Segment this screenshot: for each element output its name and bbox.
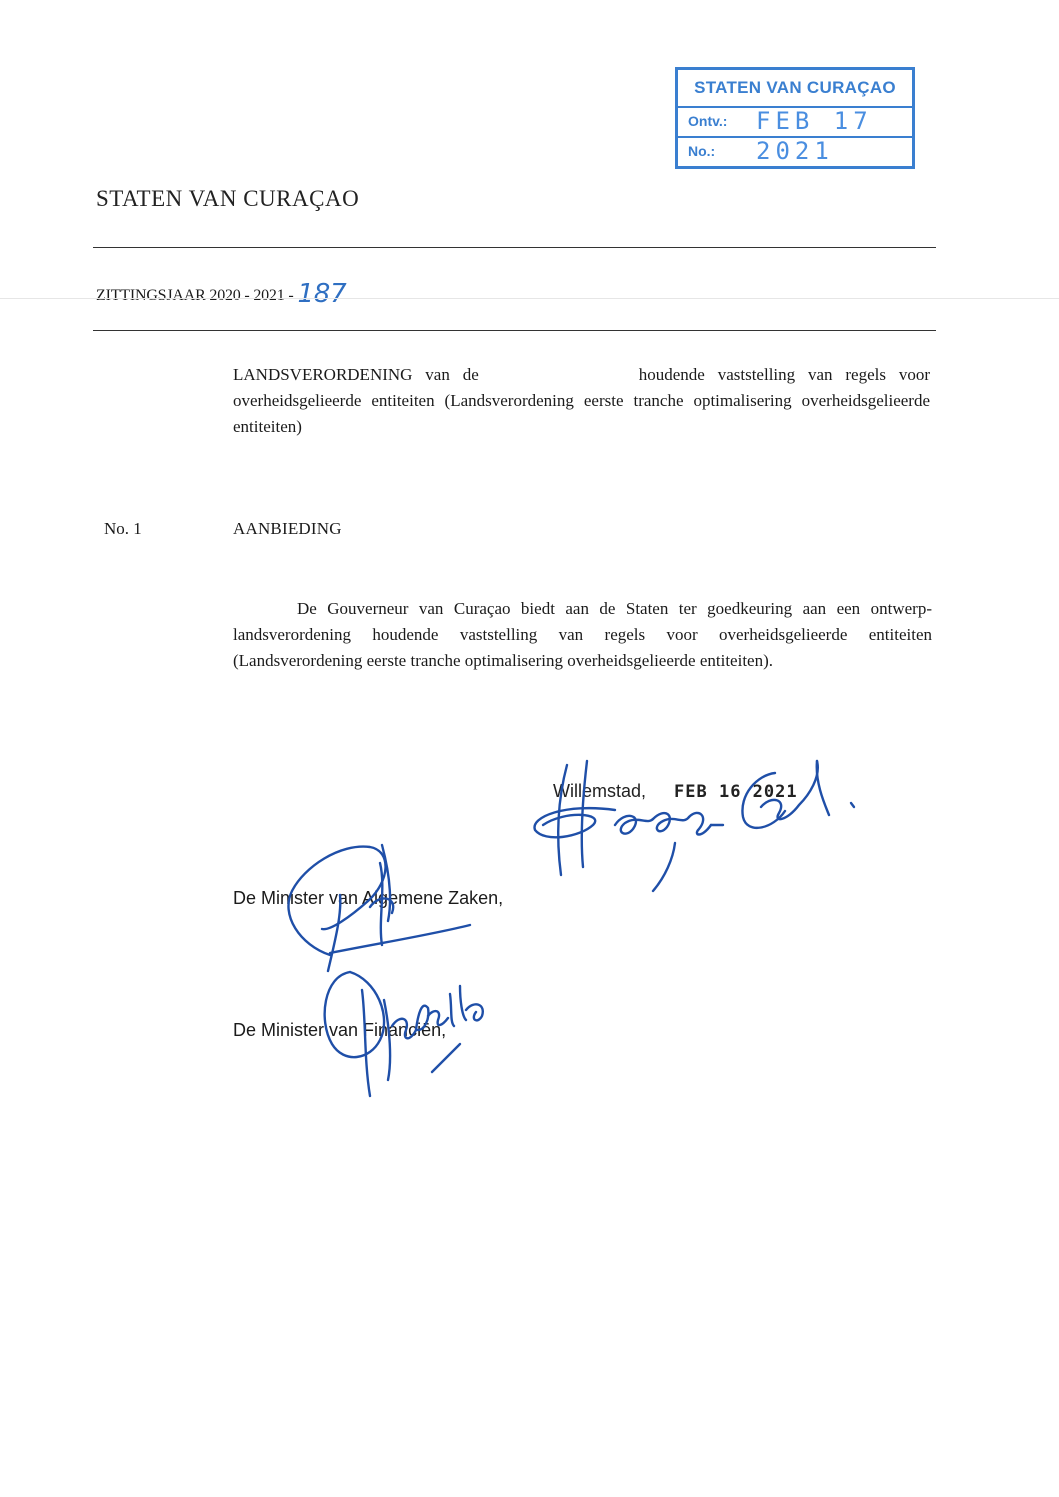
top-rule: [93, 247, 936, 248]
stamp-number-label: No.:: [688, 143, 716, 159]
received-stamp: [675, 67, 915, 169]
stamp-number-row: [678, 136, 912, 166]
minister-general-affairs: De Minister van Algemene Zaken,: [233, 888, 504, 908]
second-rule: [93, 330, 936, 331]
place-date-line: [553, 781, 798, 802]
session-year: ZITTINGSJAAR 2020 - 2021 -: [96, 287, 294, 304]
governor-signature: [525, 755, 865, 895]
document-title: STATEN VAN CURAÇAO: [96, 186, 360, 211]
minister-finance: De Minister van Financiën,: [233, 1020, 447, 1040]
subject-start: LANDSVERORDENING van de: [233, 365, 479, 384]
body-paragraph: De Gouverneur van Curaçao biedt aan de Staten ter goedkeuring aan een ontwerp-landsverordening houdende vaststelling van regels voor overheidsgelieerde entiteiten (Landsverordening eerste tranche optimalisering overheidsgelieerde entiteiten).: [233, 599, 932, 670]
faint-scan-line: [0, 298, 1059, 299]
stamp-received-label: Ontv.:: [688, 113, 728, 129]
item-heading: AANBIEDING: [233, 519, 342, 538]
session-number: 187: [297, 279, 347, 309]
date-stamp: FEB 16 2021: [674, 782, 798, 802]
stamp-received-date: FEB 17 2021: [756, 107, 873, 165]
session-year-line: [96, 277, 346, 307]
stamp-heading: STATEN VAN CURAÇAO: [678, 70, 912, 108]
place: Willemstad,: [553, 781, 647, 801]
subject-paragraph: [233, 362, 930, 440]
subject-rest: houdende vaststelling van regels voor overheidsgelieerde entiteiten (Landsverordening eerste tranche optimalisering overheidsgelieerde entiteiten): [233, 365, 931, 436]
item-number: No. 1: [104, 519, 142, 538]
